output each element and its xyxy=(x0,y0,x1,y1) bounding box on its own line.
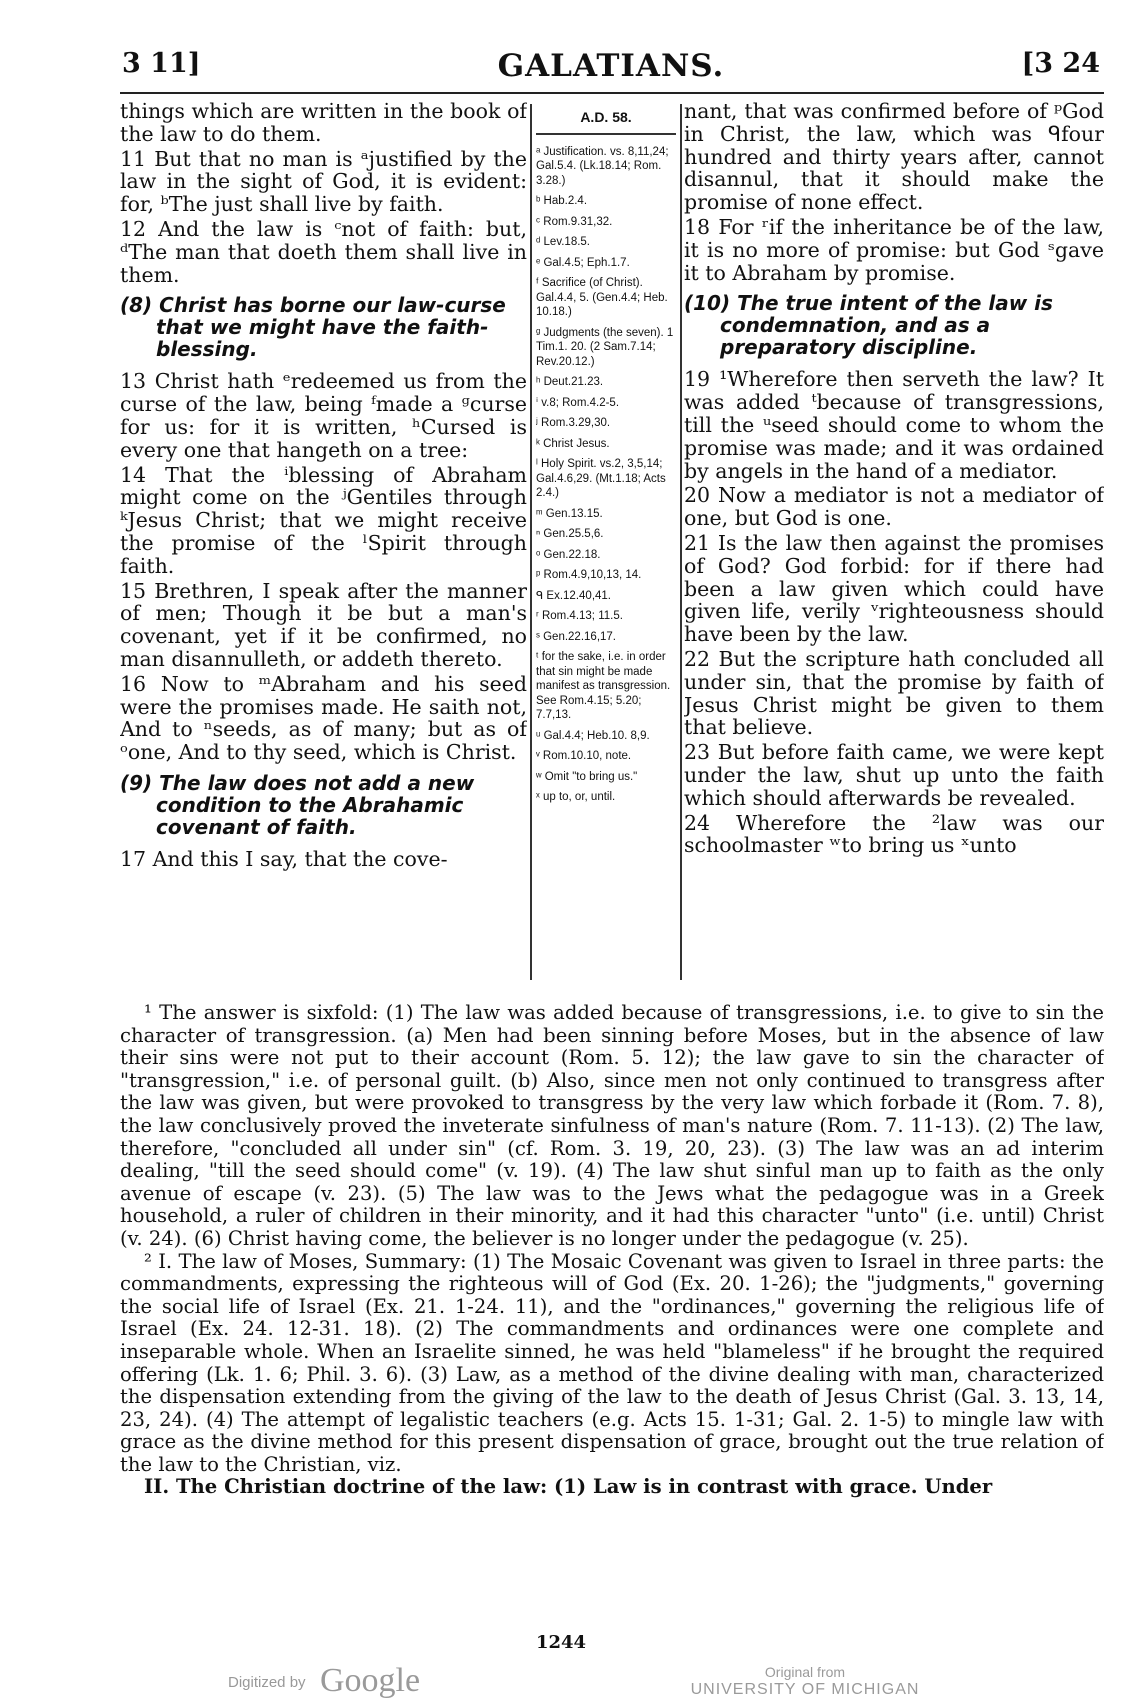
reference-note: ᵇ Hab.2.4. xyxy=(536,195,588,207)
left-text-column xyxy=(120,100,527,980)
date-label: A.D. 58. xyxy=(536,104,676,135)
reference-note: ˢ Gen.22.16,17. xyxy=(536,630,616,643)
verse-16: 16 Now to ᵐAbraham and his seed were the promises made. He saith not, And to ⁿseeds, as of many; but as of ᵒone, And to thy seed, which is Christ. xyxy=(120,671,527,765)
reference-note: ᵖ Rom.4.9,10,13, 14. xyxy=(536,569,642,581)
reference-note: ᵈ Lev.18.5. xyxy=(536,236,590,248)
reference-note: ᵒ Gen.22.18. xyxy=(536,548,601,561)
reference-note: ᵐ Gen.13.15. xyxy=(536,507,603,520)
section-heading-8: (8) Christ has borne our law-curse that we might have the faith-blessing. xyxy=(120,293,506,362)
institution-label: UNIVERSITY OF MICHIGAN xyxy=(690,1681,920,1698)
reference-column xyxy=(536,104,676,980)
reference-note: ʳ Rom.4.13; 11.5. xyxy=(536,610,623,622)
reference-note: ʲ Rom.3.29,30. xyxy=(536,417,611,429)
verse-18: 18 For ʳif the inheritance be of the law, it is no more of promise: but God ˢgave it to Abraham by promise. xyxy=(684,214,1104,285)
footnote-2-section-ii: II. The Christian doctrine of the law: (1) Law is in contrast with grace. Under xyxy=(144,1475,993,1499)
header-verse-end: [3 24 xyxy=(1021,48,1100,79)
verse-14: 14 That the ⁱblessing of Abraham might come on the ʲGentiles through ᵏJesus Christ; that we might receive the promise of the ˡSpirit through faith. xyxy=(120,462,527,578)
reference-note: ˣ up to, or, until. xyxy=(536,791,616,803)
reference-note: ᵉ Gal.4.5; Eph.1.7. xyxy=(536,256,630,269)
verse-22: 22 But the scripture hath concluded all under sin, that the promise by faith of Jesus Christ might be given to them that believe. xyxy=(684,646,1104,740)
original-source xyxy=(680,1664,930,1700)
reference-note: ʷ Omit "to bring us." xyxy=(536,770,638,783)
section-heading-10: (10) The true intent of the law is condemnation, and as a preparatory discipline. xyxy=(684,291,1053,360)
reference-note: ᵃ Justification. vs. 8,11,24; Gal.5.4. (Lk.18.14; Rom. 3.28.) xyxy=(536,145,669,187)
page-number: 1244 xyxy=(535,1632,587,1653)
reference-note: ᵏ Christ Jesus. xyxy=(536,437,610,450)
verse-21: 21 Is the law then against the promises of God? God forbid: for if there had been a law given which could have given life, verily ᵛrighteousness should have been by the law. xyxy=(684,530,1104,647)
verse-13: 13 Christ hath ᵉredeemed us from the curse of the law, being ᶠmade a ᵍcurse for us: for it is written, ʰCursed is every one that hangeth on a tree: xyxy=(120,369,527,462)
reference-note: ʰ Deut.21.23. xyxy=(536,376,604,388)
page-header xyxy=(122,48,1100,92)
book-title: GALATIANS. xyxy=(497,48,725,84)
verse-17-cont: nant, that was confirmed before of ᵖGod in Christ, the law, which was ᑫfour hundred and thirty years after, cannot disannul, that it should make the promise of none effect. xyxy=(684,100,1104,215)
verse-19: 19 ¹Wherefore then serveth the law? It was added ᵗbecause of transgressions, till the ᵘseed should come to whom the promise was made; and it was ordained by angels in the hand of a mediator. xyxy=(684,367,1104,483)
reference-note: ᶠ Sacrifice (of Christ). Gal.4.4, 5. (Gen.4.4; Heb. 10.18.) xyxy=(536,277,668,318)
verse-24: 24 Wherefore the ²law was our schoolmaster ʷto bring us ˣunto xyxy=(684,810,1104,858)
reference-note: ᵍ Judgments (the seven). 1 Tim.1. 20. (2 Sam.7.14; Rev.20.12.) xyxy=(536,326,674,368)
verse-11: 11 But that no man is ᵃjustified by the law in the sight of God, it is evident: for, ᵇThe just shall live by faith. xyxy=(120,146,527,217)
reference-note: ⁱ v.8; Rom.4.2-5. xyxy=(536,396,620,409)
reference-note: ˡ Holy Spirit. vs.2, 3,5,14; Gal.4.6,29. (Mt.1.18; Acts 2.4.) xyxy=(536,458,666,499)
verse-23: 23 But before faith came, we were kept under the law, shut up unto the faith which should afterwards be revealed. xyxy=(684,740,1104,810)
verse-20: 20 Now a mediator is not a mediator of one, but God is one. xyxy=(684,483,1104,531)
footnotes xyxy=(120,1002,1104,1622)
right-text-column xyxy=(684,100,1104,980)
footnote-2: ² I. The law of Moses, Summary: (1) The Mosaic Covenant was given to Israel in three parts: the commandments, expressing the righteous will of God (Ex. 20. 1-26); the "judgments," governing the social life of Israel (Ex. 21. 1-24. 11), and the "ordinances," governing the religious life of Israel (Ex. 24. 12-31. 18). (2) The commandments and ordinances were one complete and inseparable whole. When an Israelite sinned, he was held "blameless" if he brought the required offering (Lk. 1. 6; Phil. 3. 6). (3) Law, as a method of the divine dealing with man, characterized the dispensation extending from the giving of the law to the death of Jesus Christ (Gal. 3. 13, 14, 23, 24). (4) The attempt of legalistic teachers (e.g. Acts 15. 1-31; Gal. 2. 1-5) to mingle law with grace as the divine method for this present dispensation of grace, brought out the true relation of the law to the Christian, viz. xyxy=(120,1249,1104,1476)
header-rule xyxy=(120,92,1104,94)
section-heading-9: (9) The law does not add a new condition to the Abrahamic covenant of faith. xyxy=(120,770,475,839)
verse-15: 15 Brethren, I speak after the manner of men; Though it be but a man's covenant, yet if it be confirmed, no man disannulleth, or addeth thereto. xyxy=(120,578,527,671)
column-divider-right xyxy=(680,104,682,980)
reference-note: ᵘ Gal.4.4; Heb.10. 8,9. xyxy=(536,729,650,742)
original-from-label: Original from xyxy=(764,1664,846,1680)
reference-note: ⁿ Gen.25.5,6. xyxy=(536,528,604,540)
reference-note: ᵗ for the sake, i.e. in order that sin might be made manifest as transgression. See Rom.4.15; 5.20; 7.7,13. xyxy=(536,651,671,721)
verse-17: 17 And this I say, that the cove- xyxy=(120,846,448,871)
reference-note: ᵛ Rom.10.10, note. xyxy=(536,750,632,762)
verse-text: things which are written in the book of the law to do them. xyxy=(120,100,527,146)
verse-12: 12 And the law is ᶜnot of faith: but, ᵈThe man that doeth them shall live in them. xyxy=(120,216,527,287)
digitized-by-label: Digitized by xyxy=(228,1674,306,1691)
footnote-1: ¹ The answer is sixfold: (1) The law was added because of transgressions, i.e. to give to sin the character of transgression. (a) Men had been sinning before Moses, but in the absence of law their sins were not put to their account (Rom. 5. 12); the law gave to sin the character of "transgression," i.e. of personal guilt. (b) Also, since men not only continued to transgress after the law was given, but were provoked to transgress by the very law which forbade it (Rom. 7. 8), the law conclusively proved the inveterate sinfulness of man's nature (Rom. 7. 11-13). (2) The law, therefore, "concluded all under sin" (cf. Rom. 3. 19, 20, 23). (3) The law was an ad interim dealing, "till the seed should come" (v. 19). (4) The law shut sinful man up to faith as the only avenue of escape (v. 23). (5) The law was to the Jews what the pedagogue was in a Greek household, a ruler of children in their minority, and it had this character "unto" (i.e. until) Christ (v. 24). (6) Christ having come, the believer is no longer under the pedagogue (v. 25). xyxy=(120,1002,1104,1250)
google-logo: Google xyxy=(320,1662,421,1699)
column-divider-left xyxy=(530,104,532,980)
header-verse-start: 3 11] xyxy=(122,48,201,79)
reference-note: ᶜ Rom.9.31,32. xyxy=(536,215,613,228)
reference-note: ᑫ Ex.12.40,41. xyxy=(536,589,611,602)
digitization-watermark xyxy=(0,1664,1122,1700)
